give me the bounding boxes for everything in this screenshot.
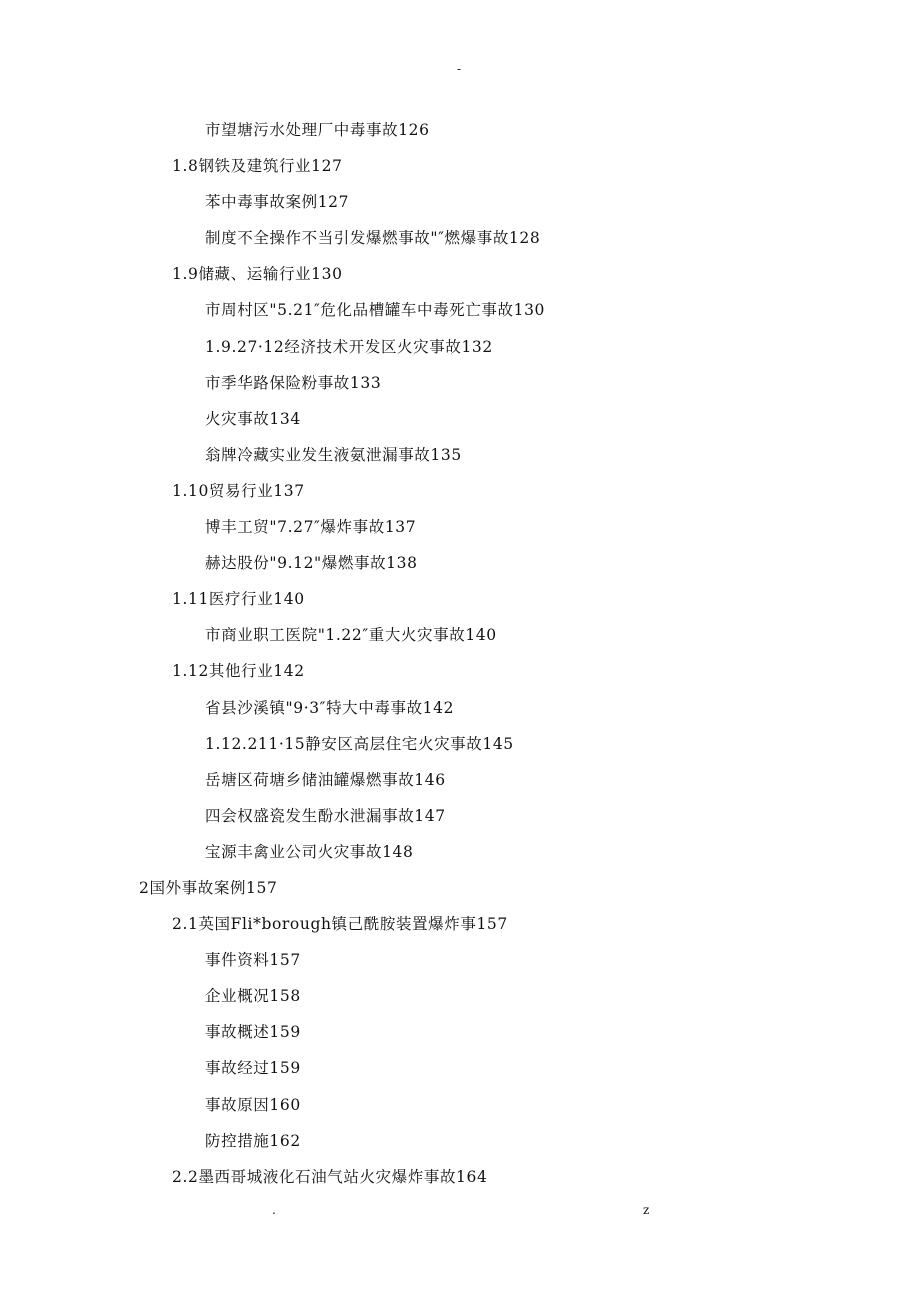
toc-entry-level-3[interactable]: 事故经过159 xyxy=(205,1059,301,1078)
toc-entry-level-3[interactable]: 赫达股份"9.12"爆燃事故138 xyxy=(205,554,418,573)
toc-entry-level-2[interactable]: 2.1英国Fli*borough镇己酰胺装置爆炸事157 xyxy=(172,915,508,934)
toc-entry-level-3[interactable]: 苯中毒事故案例127 xyxy=(205,193,350,212)
toc-entry-level-3[interactable]: 岳塘区荷塘乡储油罐爆燃事故146 xyxy=(205,770,446,789)
toc-entry-level-3[interactable]: 市周村区"5.21″危化品槽罐车中毒死亡事故130 xyxy=(205,301,546,320)
toc-entry-level-3[interactable]: 1.12.211·15静安区高层住宅火灾事故145 xyxy=(205,734,514,753)
toc-entry-level-3[interactable]: 事故原因160 xyxy=(205,1095,301,1114)
toc-entry-level-2[interactable]: 1.10贸易行业137 xyxy=(172,481,305,500)
toc-entry-level-1[interactable]: 2国外事故案例157 xyxy=(139,878,278,897)
toc-entry-level-3[interactable]: 企业概况158 xyxy=(205,987,301,1006)
toc-entry-level-3[interactable]: 宝源丰禽业公司火灾事故148 xyxy=(205,842,414,861)
toc-entry-level-2[interactable]: 1.12其他行业142 xyxy=(172,662,305,681)
toc-entry-level-3[interactable]: 事故概述159 xyxy=(205,1023,301,1042)
toc-entry-level-3[interactable]: 制度不全操作不当引发爆燃事故"″燃爆事故128 xyxy=(205,229,541,248)
page-footer-right: z xyxy=(643,1203,650,1217)
toc-entry-level-3[interactable]: 火灾事故134 xyxy=(205,409,301,428)
table-of-contents xyxy=(0,112,920,1195)
toc-entry-level-3[interactable]: 市商业职工医院"1.22″重大火灾事故140 xyxy=(205,626,497,645)
page-header-mark: - xyxy=(457,62,462,76)
page-footer-left: . xyxy=(272,1203,276,1217)
toc-entry-level-3[interactable]: 市季华路保险粉事故133 xyxy=(205,373,382,392)
toc-entry-level-3[interactable]: 省县沙溪镇"9·3″特大中毒事故142 xyxy=(205,698,455,717)
toc-entry-level-2[interactable]: 1.8钢铁及建筑行业127 xyxy=(172,157,343,176)
toc-entry-level-3[interactable]: 事件资料157 xyxy=(205,951,301,970)
toc-entry-level-2[interactable]: 2.2墨西哥城液化石油气站火灾爆炸事故164 xyxy=(172,1167,488,1186)
toc-entry-level-3[interactable]: 防控措施162 xyxy=(205,1131,301,1150)
toc-entry-level-3[interactable]: 博丰工贸"7.27″爆炸事故137 xyxy=(205,518,417,537)
toc-entry-level-3[interactable]: 1.9.27·12经济技术开发区火灾事故132 xyxy=(205,337,493,356)
toc-entry-level-3[interactable]: 市望塘污水处理厂中毒事故126 xyxy=(205,121,430,139)
toc-entry-level-2[interactable]: 1.9储藏、运输行业130 xyxy=(172,265,343,284)
toc-entry-level-2[interactable]: 1.11医疗行业140 xyxy=(172,590,305,609)
toc-entry-level-3[interactable]: 翁牌冷藏实业发生液氨泄漏事故135 xyxy=(205,445,462,464)
toc-entry-level-3[interactable]: 四会权盛瓷发生酚水泄漏事故147 xyxy=(205,806,446,825)
